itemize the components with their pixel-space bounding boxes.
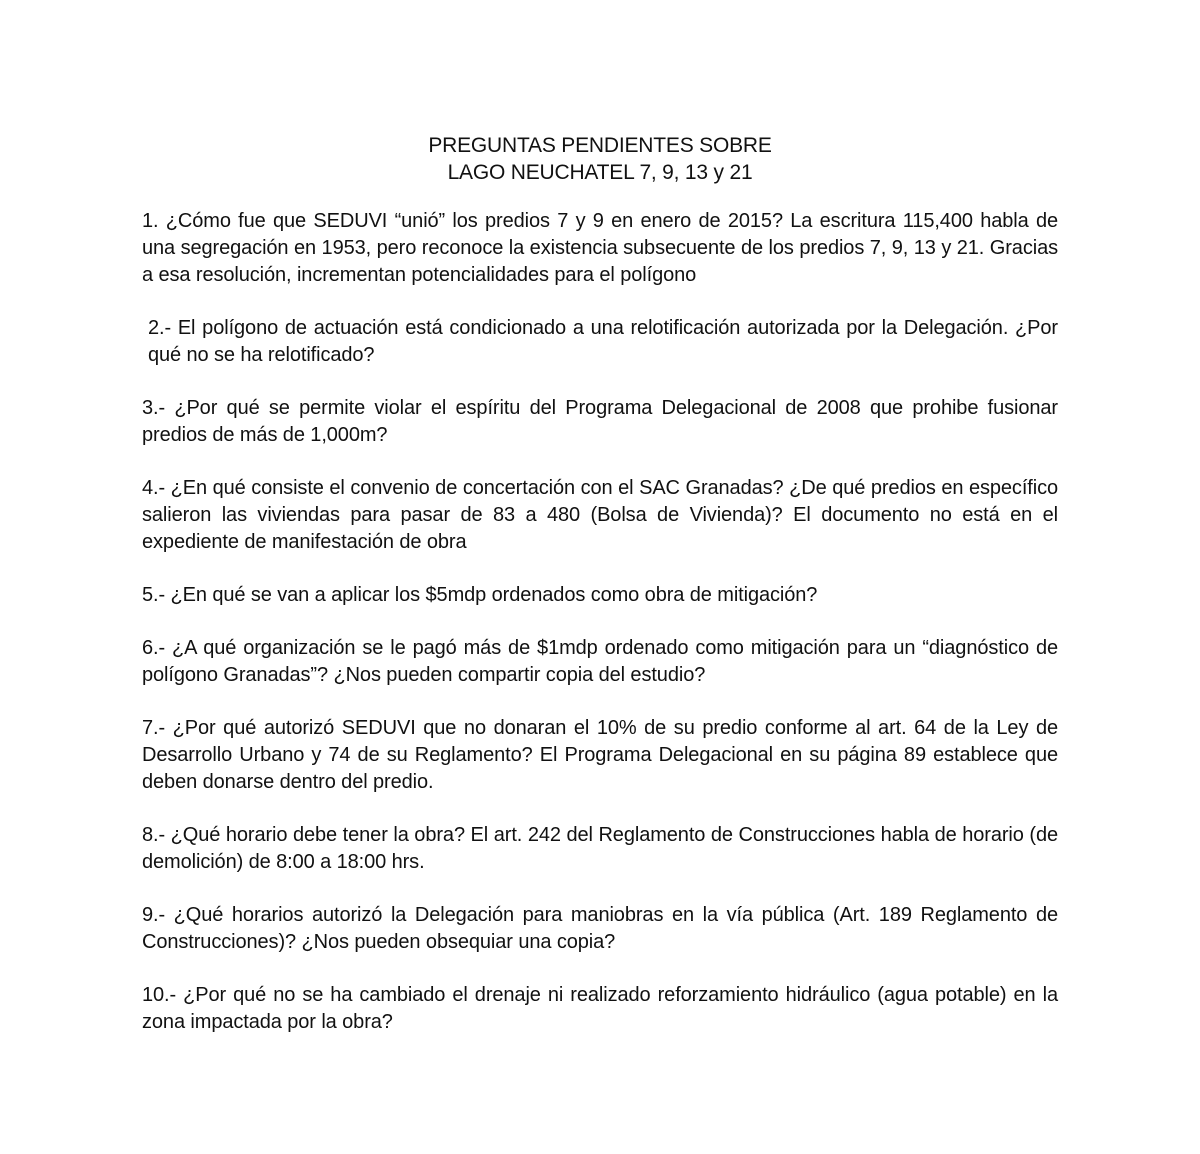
title-line-2: LAGO NEUCHATEL 7, 9, 13 y 21 bbox=[447, 161, 753, 184]
question-8: 8.- ¿Qué horario debe tener la obra? El art. 242 del Reglamento de Construcciones habla de horario (de demolición) de 8:00 a 18:00 hrs. bbox=[142, 824, 1058, 873]
document-title bbox=[142, 132, 1058, 186]
question-1: 1. ¿Cómo fue que SEDUVI “unió” los predios 7 y 9 en enero de 2015? La escritura 115,400 habla de una segregación en 1953, pero reconoce la existencia subsecuente de los predios 7, 9, 13 y 21. Gracias a esa resolución, incrementan potencialidades para el polígono bbox=[142, 210, 1058, 286]
question-3: 3.- ¿Por qué se permite violar el espíritu del Programa Delegacional de 2008 que prohibe fusionar predios de más de 1,000m? bbox=[142, 397, 1058, 446]
title-line-1: PREGUNTAS PENDIENTES SOBRE bbox=[428, 134, 772, 157]
document-page bbox=[142, 132, 1058, 1062]
question-10: 10.- ¿Por qué no se ha cambiado el drenaje ni realizado reforzamiento hidráulico (agua potable) en la zona impactada por la obra? bbox=[142, 984, 1058, 1033]
question-2: 2.- El polígono de actuación está condicionado a una relotificación autorizada por la Delegación. ¿Por qué no se ha relotificado? bbox=[148, 317, 1058, 366]
question-7: 7.- ¿Por qué autorizó SEDUVI que no donaran el 10% de su predio conforme al art. 64 de la Ley de Desarrollo Urbano y 74 de su Reglamento? El Programa Delegacional en su página 89 establece que deben donarse dentro del predio. bbox=[142, 717, 1058, 793]
question-4: 4.- ¿En qué consiste el convenio de concertación con el SAC Granadas? ¿De qué predios en específico salieron las viviendas para pasar de 83 a 480 (Bolsa de Vivienda)? El documento no está en el expediente de manifestación de obra bbox=[142, 477, 1058, 553]
question-5: 5.- ¿En qué se van a aplicar los $5mdp ordenados como obra de mitigación? bbox=[142, 584, 818, 606]
question-6: 6.- ¿A qué organización se le pagó más de $1mdp ordenado como mitigación para un “diagnóstico de polígono Granadas”? ¿Nos pueden compartir copia del estudio? bbox=[142, 637, 1058, 686]
question-9: 9.- ¿Qué horarios autorizó la Delegación para maniobras en la vía pública (Art. 189 Reglamento de Construcciones)? ¿Nos pueden obsequiar una copia? bbox=[142, 904, 1058, 953]
